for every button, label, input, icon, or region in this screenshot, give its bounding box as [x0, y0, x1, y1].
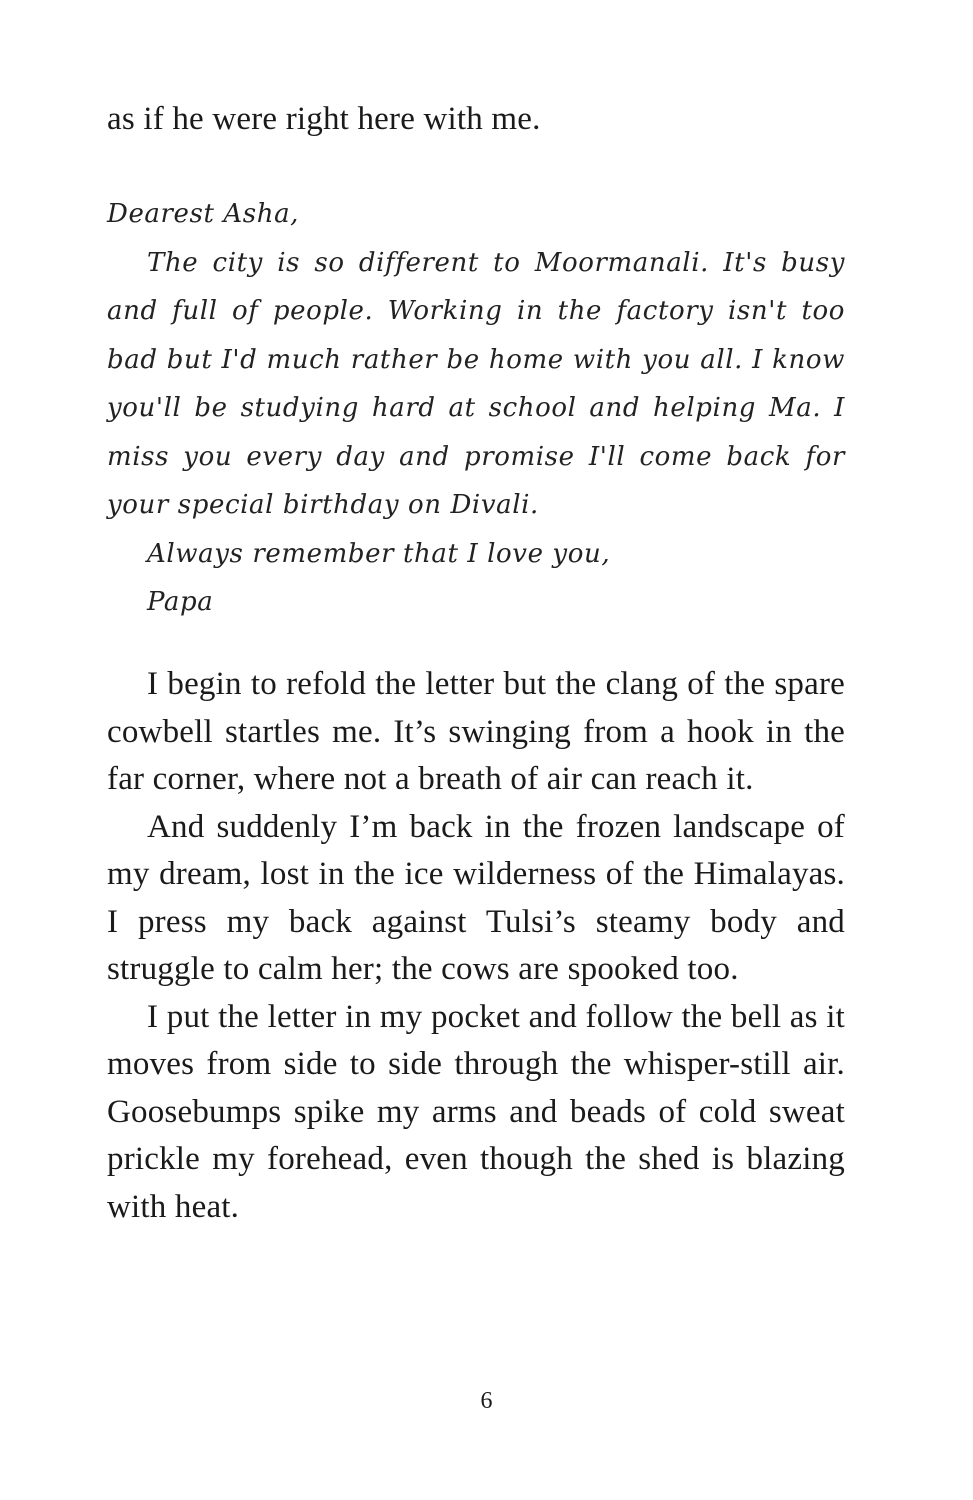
prose-body — [107, 661, 845, 1231]
paragraph-bell: I put the letter in my pocket and follow the bell as it moves from side to side through the whisper-still air. Goosebumps spike my arms and beads of cold sweat prickle my forehead, even though the shed is blazing with heat. — [107, 998, 845, 1225]
paragraph-dream: And suddenly I’m back in the frozen landscape of my dream, lost in the ice wilderness of the Himalayas. I press my back against Tulsi’s steamy body and struggle to calm her; the cows are spooked too. — [107, 808, 845, 987]
letter-signature: Papa — [147, 587, 214, 617]
page-number: 6 — [480, 1388, 493, 1414]
letter-body: The city is so different to Moormanali. It's busy and full of people. Working in the factory isn't too bad but I'd much rather be home with you all. I know you'll be studying hard at school and helping Ma. I miss you every day and promise I'll come back for your special birthday on Divali. — [107, 247, 845, 520]
letter-closing: Always remember that I love you, — [147, 538, 611, 569]
paragraph-refold: I begin to refold the letter but the clang of the spare cowbell startles me. It’s swinging from a hook in the far corner, where not a breath of air can reach it. — [107, 666, 845, 797]
lead-line: as if he were right here with me. — [107, 101, 541, 137]
handwritten-letter — [107, 190, 845, 627]
letter-greeting: Dearest Asha, — [107, 199, 300, 229]
